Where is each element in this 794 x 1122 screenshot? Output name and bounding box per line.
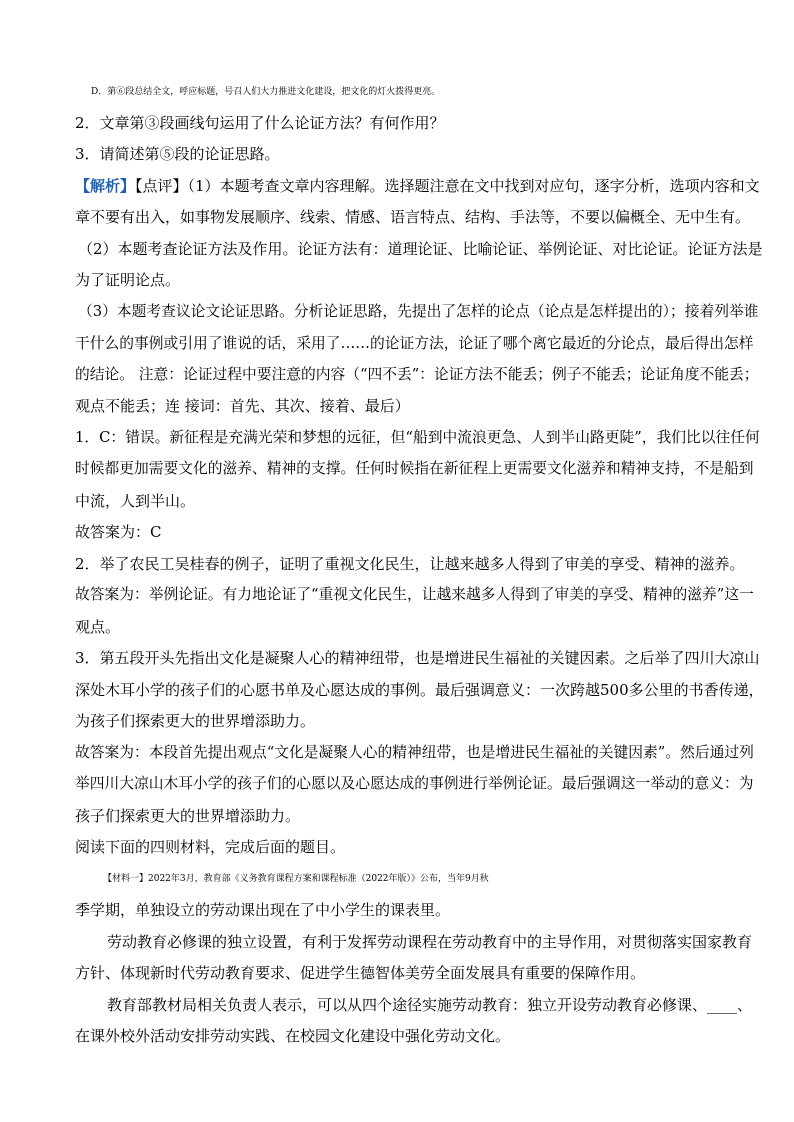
material-1-line-2: 季学期，单独设立的劳动课出现在了中小学生的课表里。 <box>75 901 451 919</box>
material-1-para-3-line-2: 在课外校外活动安排劳动实践、在校园文化建设中强化劳动文化。 <box>75 1027 511 1045</box>
analysis-line-4: 为了证明论点。 <box>75 271 181 289</box>
answer-3-line-3: 为孩子们探索更大的世界增添助力。 <box>75 712 316 730</box>
reading-instruction: 阅读下面的四则材料，完成后面的题目。 <box>75 838 346 856</box>
analysis-line-1 <box>75 176 760 196</box>
review-text: 【点评】（1）本题考查文章内容理解。选择题注意在文中找到对应句，逐字分析，选项内容和文 <box>135 177 760 195</box>
answer-1-line-2: 时候都更加需要文化的滋养、精神的支撑。任何时候指在新征程上更需要文化滋养和精神支持，不是船到 <box>75 460 754 477</box>
answer-1-line-3: 中流，人到半山。 <box>75 492 196 510</box>
option-d-text: D．第⑥段总结全文，呼应标题，号召人们大力推进文化建设，把文化的灯火拨得更亮。 <box>91 87 441 97</box>
material-1-para-2-line-2: 方针、体现新时代劳动教育要求、促进学生德智体美劳全面发展具有重要的保障作用。 <box>75 964 646 982</box>
material-1-para-3-line-1: 教育部教材局相关负责人表示，可以从四个途径实施劳动教育：独立开设劳动教育必修课、____、 <box>107 996 753 1014</box>
answer-3-line-2: 深处木耳小学的孩子们的心愿书单及心愿达成的事例。最后强调意义：一次跨越500多公里的书香传递， <box>75 681 764 699</box>
answer-1-result: 故答案为：C <box>75 523 162 541</box>
analysis-line-3: （2）本题考查论证方法及作用。论证方法有：道理论证、比喻论证、举例论证、对比论证。论证方法是 <box>78 240 763 258</box>
analysis-line-5: （3）本题考查议论文论证思路。分析论证思路，先提出了怎样的论点（论点是怎样提出的）；接着列举谁 <box>78 303 759 320</box>
answer-3-result-line-1: 故答案为：本段首先提出观点“文化是凝聚人心的精神纽带，也是增进民生福祉的关键因素”。然后通过列 <box>75 744 754 761</box>
analysis-tag: 【解析】 <box>75 177 136 195</box>
analysis-line-8: 观点不能丢；连 接词：首先、其次、接着、最后） <box>75 397 410 415</box>
question-3: 3．请简述第⑤段的论证思路。 <box>75 145 280 163</box>
analysis-line-2: 章不要有出入，如事物发展顺序、线索、情感、语言特点、结构、手法等，不要以偏概全、无中生有。 <box>75 208 751 226</box>
answer-3-result-line-3: 孩子们探索更大的世界增添助力。 <box>75 807 301 825</box>
material-1-para-2-line-1: 劳动教育必修课的独立设置，有利于发挥劳动课程在劳动教育中的主导作用，对贯彻落实国家教育 <box>107 933 753 951</box>
answer-3-line-1: 3．第五段开头先指出文化是凝聚人心的精神纽带，也是增进民生福祉的关键因素。之后举了四川大凉山 <box>75 649 760 667</box>
answer-3-result-line-2: 举四川大凉山木耳小学的孩子们的心愿以及心愿达成的事例进行举例论证。最后强调这一举动的意义：为 <box>75 775 754 792</box>
question-2: 2．文章第③段画线句运用了什么论证方法？有何作用？ <box>75 114 445 132</box>
analysis-line-6: 干什么的事例或引用了谁说的话，采用了……的论证方法，论证了哪个离它最近的分论点，最后得出怎样 <box>75 335 754 352</box>
answer-1-line-1: 1．C：错误。新征程是充满光荣和梦想的远征，但“船到中流浪更急、人到半山路更陡”，我们比以往任何 <box>75 429 760 446</box>
material-1-line-1: 【材料一】2022年3月，教育部《义务教育课程方案和课程标准（2022年版）》公布，当年9月秋 <box>103 874 489 884</box>
answer-2-result-line-1: 故答案为：举例论证。有力地论证了“重视文化民生，让越来越多人得到了审美的享受、精神的滋养”这一 <box>75 586 754 603</box>
analysis-line-7: 的结论。 注意：论证过程中要注意的内容（“四不丢”：论证方法不能丢；例子不能丢；论证角度不能丢； <box>75 366 759 383</box>
answer-2-line-1: 2．举了农民工吴桂春的例子，证明了重视文化民生，让越来越多人得到了审美的享受、精神的滋养。 <box>75 555 745 573</box>
answer-2-result-line-2: 观点。 <box>75 618 121 636</box>
